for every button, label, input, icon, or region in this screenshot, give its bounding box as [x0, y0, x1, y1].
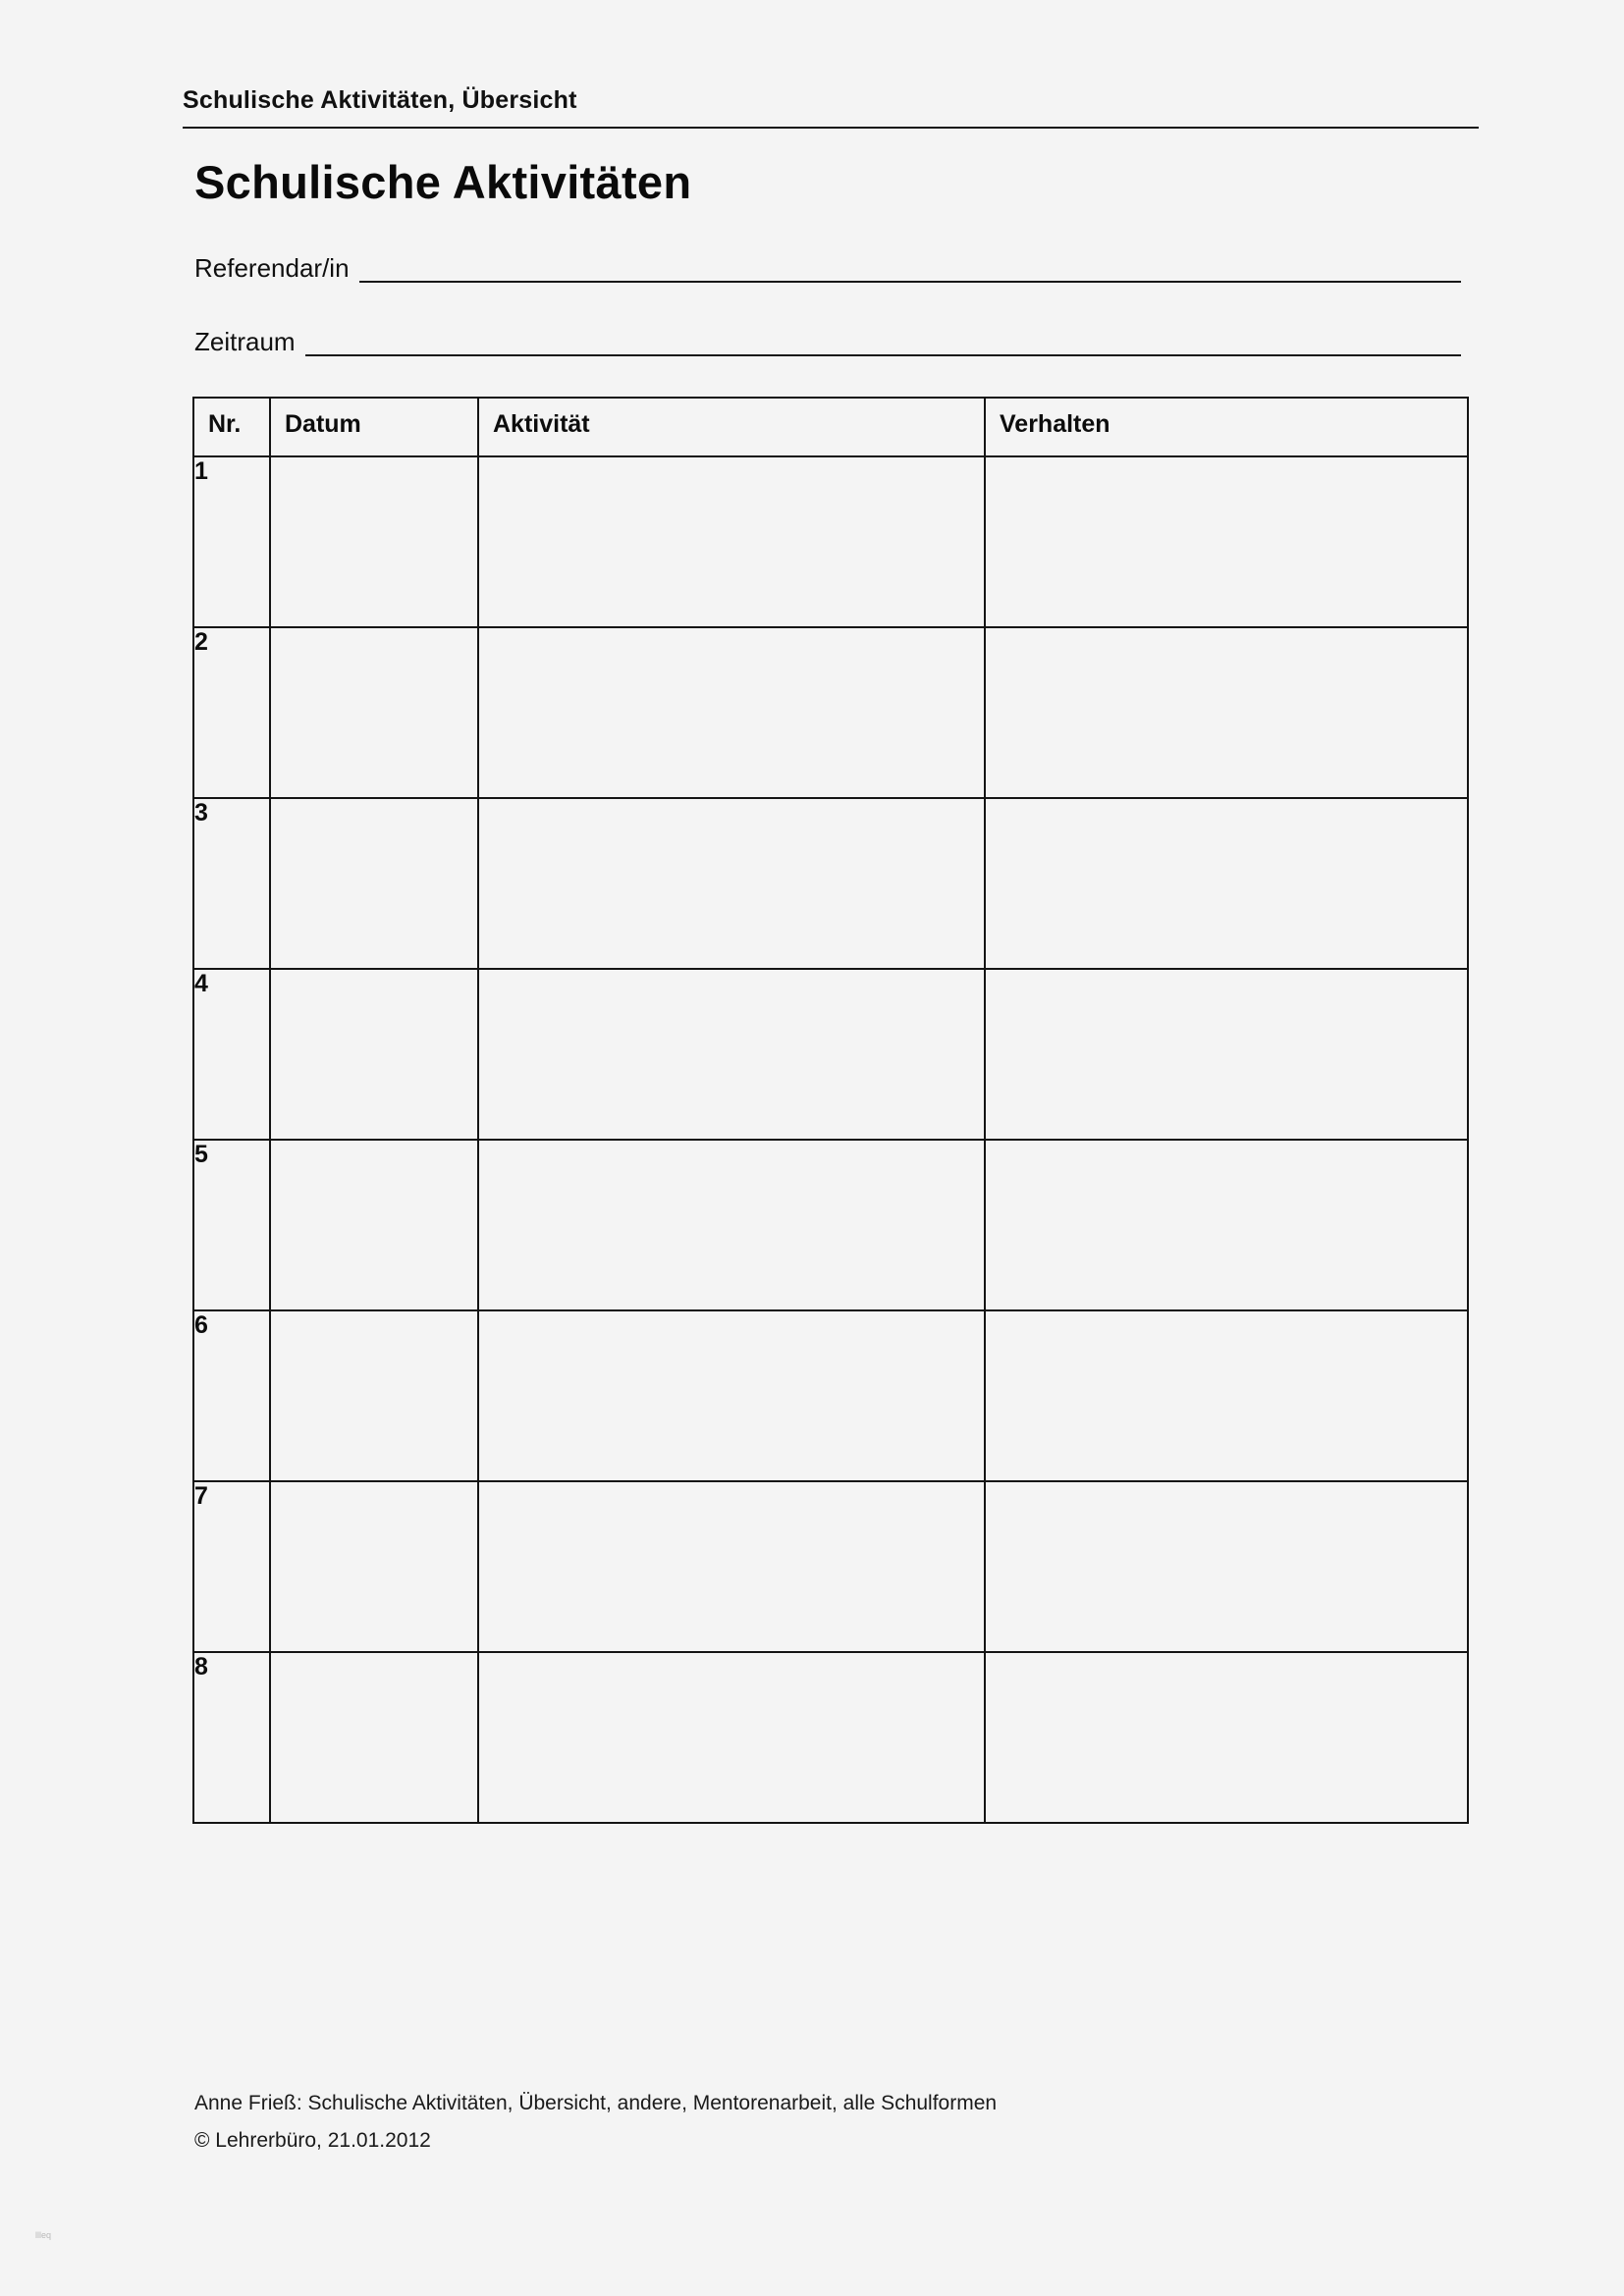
cell-verhalten[interactable]	[985, 456, 1468, 627]
footer	[194, 2087, 1471, 2158]
table-row	[193, 1481, 1468, 1652]
cell-aktivitaet[interactable]	[478, 969, 985, 1140]
table-row	[193, 798, 1468, 969]
cell-nr: 2	[193, 627, 270, 798]
cell-verhalten[interactable]	[985, 1140, 1468, 1310]
running-header: Schulische Aktivitäten, Übersicht	[183, 86, 1479, 129]
cell-aktivitaet[interactable]	[478, 1481, 985, 1652]
cell-datum[interactable]	[270, 798, 478, 969]
cell-nr: 7	[193, 1481, 270, 1652]
table-row	[193, 1652, 1468, 1823]
table-body	[193, 456, 1468, 1823]
column-header-aktivitaet: Aktivität	[478, 398, 985, 456]
table-row	[193, 1310, 1468, 1481]
table-row	[193, 969, 1468, 1140]
table-row	[193, 627, 1468, 798]
activities-table-wrapper	[192, 397, 1467, 1824]
corner-watermark: llleq	[35, 2230, 52, 2240]
activities-table	[192, 397, 1469, 1824]
field-zeitraum	[194, 327, 1461, 356]
column-header-verhalten: Verhalten	[985, 398, 1468, 456]
column-header-datum: Datum	[270, 398, 478, 456]
cell-verhalten[interactable]	[985, 627, 1468, 798]
cell-nr: 1	[193, 456, 270, 627]
cell-datum[interactable]	[270, 627, 478, 798]
page-title: Schulische Aktivitäten	[194, 156, 692, 208]
cell-aktivitaet[interactable]	[478, 627, 985, 798]
cell-nr: 4	[193, 969, 270, 1140]
cell-verhalten[interactable]	[985, 798, 1468, 969]
column-header-nr: Nr.	[193, 398, 270, 456]
footer-source: Anne Frieß: Schulische Aktivitäten, Übersicht, andere, Mentorenarbeit, alle Schulformen	[194, 2092, 998, 2114]
cell-verhalten[interactable]	[985, 1652, 1468, 1823]
cell-datum[interactable]	[270, 1652, 478, 1823]
cell-datum[interactable]	[270, 1140, 478, 1310]
cell-aktivitaet[interactable]	[478, 456, 985, 627]
cell-verhalten[interactable]	[985, 969, 1468, 1140]
field-referendar-input[interactable]	[359, 255, 1461, 283]
table-row	[193, 1140, 1468, 1310]
cell-nr: 6	[193, 1310, 270, 1481]
cell-aktivitaet[interactable]	[478, 1140, 985, 1310]
footer-copyright: © Lehrerbüro, 21.01.2012	[194, 2129, 431, 2152]
cell-nr: 3	[193, 798, 270, 969]
cell-nr: 5	[193, 1140, 270, 1310]
cell-aktivitaet[interactable]	[478, 798, 985, 969]
table-row	[193, 456, 1468, 627]
cell-verhalten[interactable]	[985, 1481, 1468, 1652]
cell-datum[interactable]	[270, 969, 478, 1140]
field-zeitraum-input[interactable]	[305, 329, 1461, 356]
cell-datum[interactable]	[270, 1310, 478, 1481]
cell-aktivitaet[interactable]	[478, 1652, 985, 1823]
field-referendar	[194, 253, 1461, 283]
table-header-row	[193, 398, 1468, 456]
cell-nr: 8	[193, 1652, 270, 1823]
cell-datum[interactable]	[270, 456, 478, 627]
cell-aktivitaet[interactable]	[478, 1310, 985, 1481]
cell-datum[interactable]	[270, 1481, 478, 1652]
field-referendar-label: Referendar/in	[194, 253, 350, 283]
field-zeitraum-label: Zeitraum	[194, 327, 296, 356]
cell-verhalten[interactable]	[985, 1310, 1468, 1481]
document-sheet	[183, 86, 1479, 2236]
